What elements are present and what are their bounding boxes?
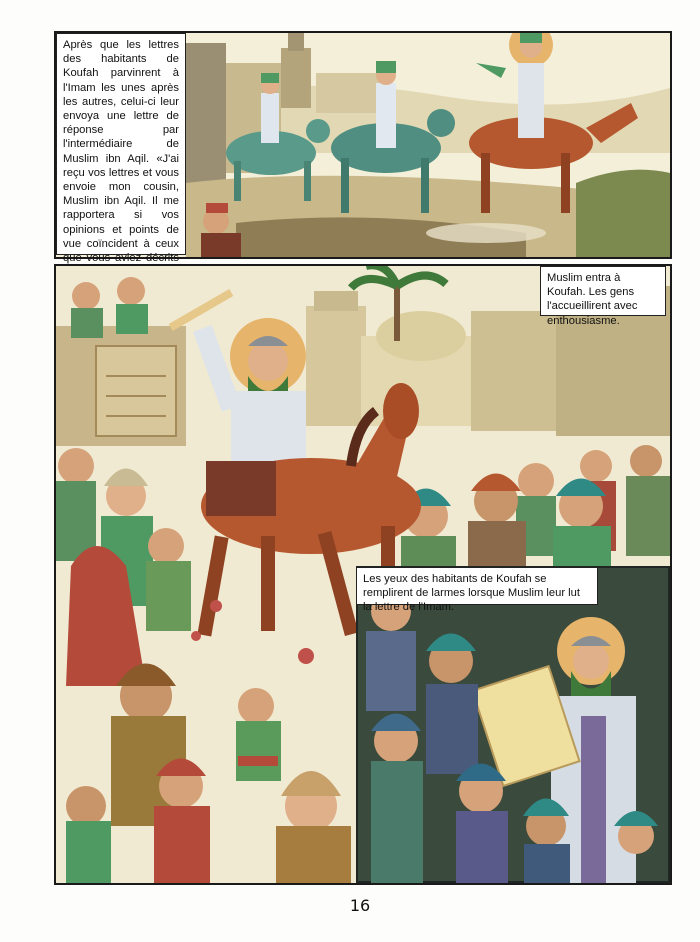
caption-panel1: Après que les lettres des habitants de Koufah parvinrent à l'Imam les unes après les autres, celui-ci leur envoya une lettre de réponse par l'intermédiaire de Muslim ibn Aqil. «J'ai reçu vos lettres et vous envoie mon cousin, Muslim ibn Aqil. Il me rapportera si vos opinions et points de vue coïncident à ceux que vous aviez décrits <box>56 33 186 255</box>
caption-panel3: Les yeux des habitants de Koufah se remplirent de larmes lorsque Muslim leur lut la lettre de l'Imam. <box>356 567 598 605</box>
caption-panel2: Muslim entra à Koufah. Les gens l'accueillirent avec enthousiasme. <box>540 266 666 316</box>
page-number: 16 <box>349 896 371 915</box>
